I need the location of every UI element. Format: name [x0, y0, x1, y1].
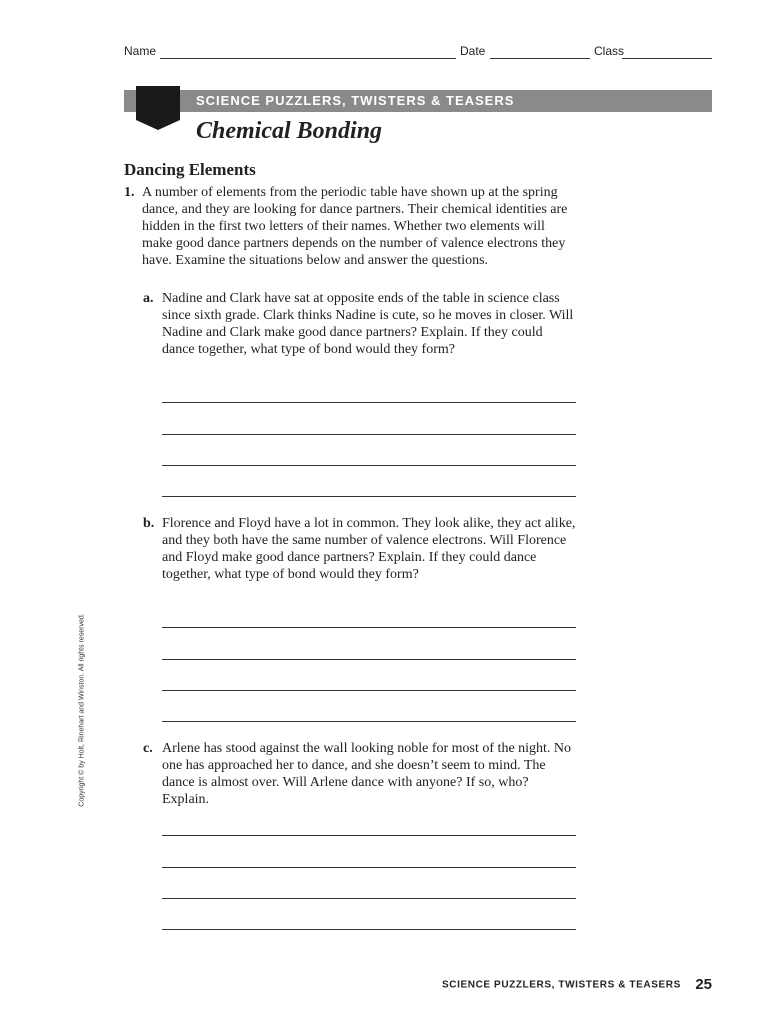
- name-label: Name: [124, 44, 157, 58]
- answer-line-b3[interactable]: [162, 690, 576, 691]
- answer-line-a2[interactable]: [162, 434, 576, 435]
- class-field[interactable]: [622, 58, 712, 59]
- part-c-text: Arlene has stood against the wall looking noble for most of the night. No one has approached her to dance, and she doesn’t seem to mind. The dance is almost over. Will Arlene dance with anyone? If so, who? Explain.: [162, 741, 572, 807]
- answer-line-b2[interactable]: [162, 659, 576, 660]
- answer-line-b4[interactable]: [162, 721, 576, 722]
- page-title: Chemical Bonding: [196, 118, 383, 144]
- page-footer: [442, 976, 712, 994]
- part-a-text: Nadine and Clark have sat at opposite ends of the table in science class since sixth grade. Clark thinks Nadine is cute, so he moves in closer. Will Nadine and Clark make good dance partners? Explain. If they could dance together, what type of bond would they form?: [162, 291, 574, 357]
- series-title: SCIENCE PUZZLERS, TWISTERS & TEASERS: [196, 93, 515, 108]
- question-text: A number of elements from the periodic table have shown up at the spring dance, and they are looking for dance partners. Their chemical identities are hidden in the first two letters of their names. Whether two elements will make good dance partners depends on the number of valence electrons they have. Examine the situations below and answer the questions.: [142, 185, 568, 268]
- answer-line-c1[interactable]: [162, 835, 576, 836]
- date-label: Date: [460, 44, 486, 58]
- date-field[interactable]: [490, 58, 590, 59]
- part-b-label: b.: [143, 516, 155, 531]
- name-field[interactable]: [160, 58, 456, 59]
- answer-line-a4[interactable]: [162, 496, 576, 497]
- answer-line-c3[interactable]: [162, 898, 576, 899]
- question-number: 1.: [124, 185, 135, 200]
- answer-line-a1[interactable]: [162, 402, 576, 403]
- answer-line-c4[interactable]: [162, 929, 576, 930]
- part-a-label: a.: [143, 291, 154, 306]
- section-heading: Dancing Elements: [124, 160, 256, 179]
- banner-tab-icon: [136, 86, 180, 130]
- series-banner: [124, 90, 712, 112]
- part-c-label: c.: [143, 741, 153, 756]
- part-b-text: Florence and Floyd have a lot in common. They look alike, they act alike, and they both have the same number of valence electrons. Will Florence and Floyd make good dance partners? Explain. If they could dance together, what type of bond would they form?: [162, 516, 576, 582]
- answer-line-c2[interactable]: [162, 867, 576, 868]
- copyright-notice: Copyright © by Holt, Rinehart and Winston. All rights reserved.: [78, 613, 86, 807]
- class-label: Class: [594, 44, 625, 58]
- answer-line-a3[interactable]: [162, 465, 576, 466]
- page-number: 25: [695, 976, 712, 994]
- answer-line-b1[interactable]: [162, 627, 576, 628]
- header-fields: [124, 44, 712, 64]
- footer-series-label: SCIENCE PUZZLERS, TWISTERS & TEASERS: [442, 979, 681, 991]
